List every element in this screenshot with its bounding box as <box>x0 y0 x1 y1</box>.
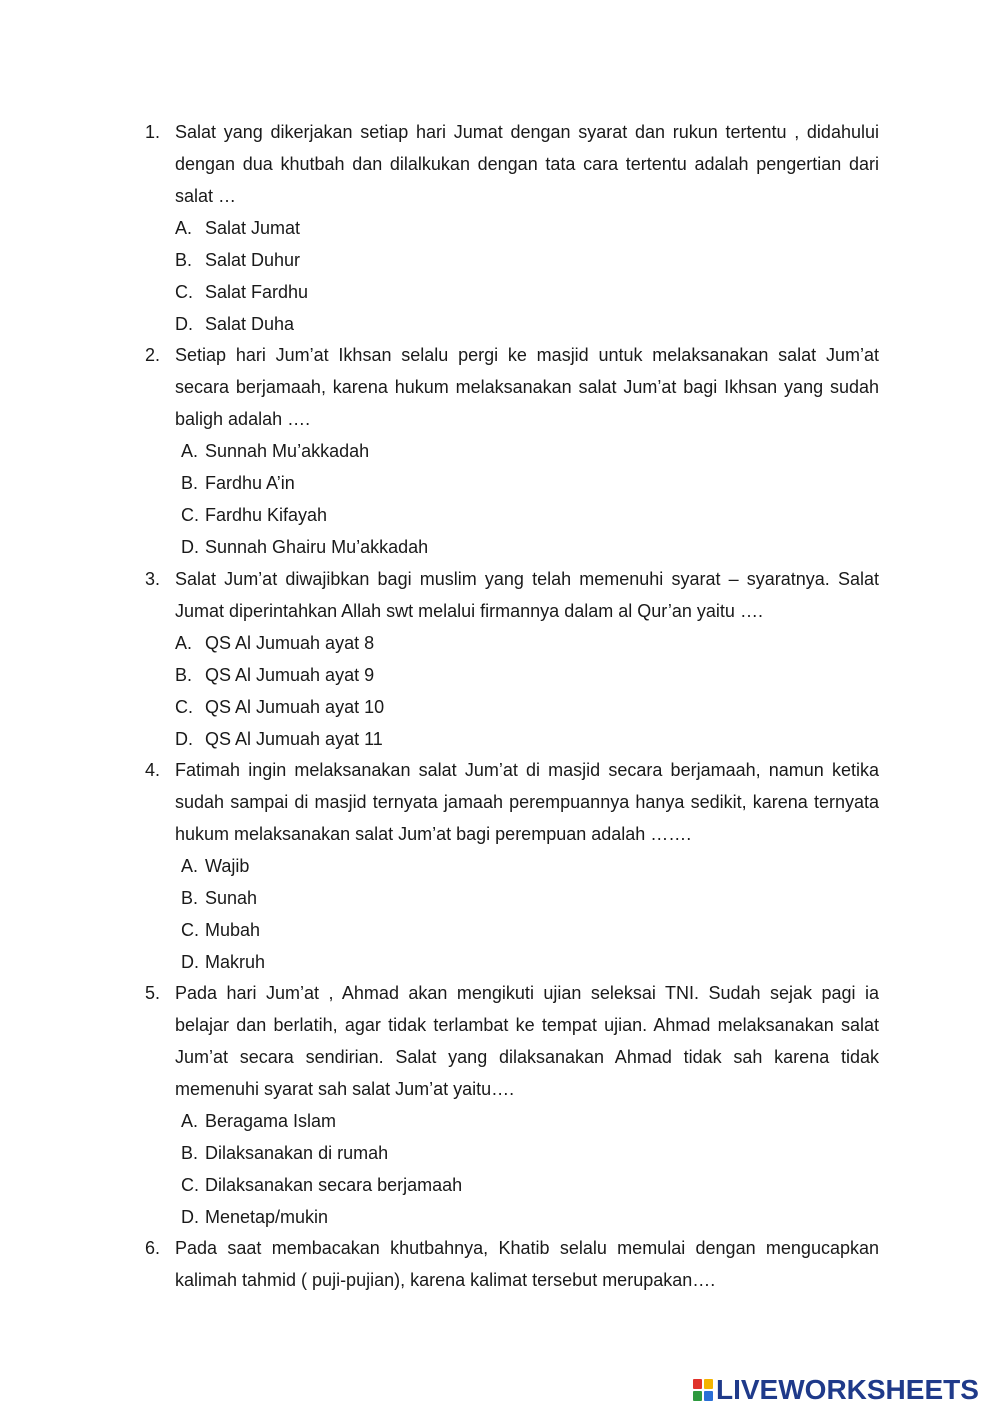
option-text: Makruh <box>205 952 266 972</box>
option-letter: A. <box>175 218 193 238</box>
option-b[interactable] <box>175 244 308 276</box>
option-text: Wajib <box>205 856 250 876</box>
logo-square-green <box>693 1391 702 1401</box>
option-d[interactable] <box>175 308 308 340</box>
option-text: Fardhu A’in <box>205 473 295 493</box>
answer-options <box>175 850 265 978</box>
option-letter: D. <box>181 1207 199 1227</box>
option-letter: C. <box>175 282 193 302</box>
question-number: 3. <box>145 569 161 589</box>
question-text: Fatimah ingin melaksanakan salat Jum’at di masjid secara berjamaah, namun ketika sudah sampai di masjid ternyata jamaah perempuannya hanya sedikit, karena ternyata hukum melaksanakan salat Jum’at bagi perempuan adalah ……. <box>175 760 879 844</box>
option-text: Beragama Islam <box>205 1111 337 1131</box>
option-letter: A. <box>175 633 193 653</box>
option-letter: C. <box>175 697 193 717</box>
option-c[interactable] <box>175 499 428 531</box>
liveworksheets-logo-icon <box>693 1379 713 1401</box>
option-d[interactable] <box>175 531 428 563</box>
option-letter: D. <box>181 952 199 972</box>
option-letter: B. <box>181 473 199 493</box>
option-text: Mubah <box>205 920 261 940</box>
option-text: QS Al Jumuah ayat 11 <box>205 729 383 749</box>
question-text: Salat Jum’at diwajibkan bagi muslim yang telah memenuhi syarat – syaratnya. Salat Jumat diperintahkan Allah swt melalui firmannya dalam al Qur’an yaitu …. <box>175 569 879 621</box>
question-number: 5. <box>145 983 161 1003</box>
option-a[interactable] <box>175 850 265 882</box>
option-a[interactable] <box>175 1105 462 1137</box>
question-number: 6. <box>145 1238 161 1258</box>
option-text: Salat Duha <box>205 314 295 334</box>
liveworksheets-brand <box>693 1374 979 1406</box>
answer-options <box>175 1105 462 1233</box>
option-a[interactable] <box>175 435 428 467</box>
option-letter: D. <box>181 537 199 557</box>
option-c[interactable] <box>175 276 308 308</box>
option-b[interactable] <box>175 882 265 914</box>
option-letter: B. <box>181 888 199 908</box>
question-number: 1. <box>145 122 161 142</box>
option-c[interactable] <box>175 914 265 946</box>
option-b[interactable] <box>175 467 428 499</box>
option-text: Dilaksanakan secara berjamaah <box>205 1175 463 1195</box>
option-b[interactable] <box>175 659 384 691</box>
option-letter: B. <box>175 665 193 685</box>
question-number: 4. <box>145 760 161 780</box>
option-text: QS Al Jumuah ayat 10 <box>205 697 385 717</box>
answer-options <box>175 435 428 563</box>
option-text: QS Al Jumuah ayat 8 <box>205 633 375 653</box>
option-c[interactable] <box>175 1169 462 1201</box>
option-letter: B. <box>175 250 193 270</box>
option-text: Sunnah Ghairu Mu’akkadah <box>205 537 429 557</box>
option-d[interactable] <box>175 946 265 978</box>
answer-options <box>175 627 384 755</box>
option-d[interactable] <box>175 723 384 755</box>
option-d[interactable] <box>175 1201 462 1233</box>
option-b[interactable] <box>175 1137 462 1169</box>
answer-options <box>175 212 308 340</box>
logo-square-red <box>693 1379 702 1389</box>
option-letter: D. <box>175 729 193 749</box>
option-text: Menetap/mukin <box>205 1207 329 1227</box>
option-text: Sunnah Mu’akkadah <box>205 441 370 461</box>
question-number: 2. <box>145 345 161 365</box>
option-letter: A. <box>181 856 199 876</box>
option-letter: D. <box>175 314 193 334</box>
option-text: Sunah <box>205 888 258 908</box>
question-text: Setiap hari Jum’at Ikhsan selalu pergi ke masjid untuk melaksanakan salat Jum’at secara berjamaah, karena hukum melaksanakan salat Jum’at bagi Ikhsan yang sudah baligh adalah …. <box>175 345 879 429</box>
option-a[interactable] <box>175 212 308 244</box>
option-letter: C. <box>181 505 199 525</box>
option-text: Fardhu Kifayah <box>205 505 328 525</box>
option-letter: A. <box>181 441 199 461</box>
option-c[interactable] <box>175 691 384 723</box>
logo-square-blue <box>704 1391 713 1401</box>
question-text: Pada hari Jum’at , Ahmad akan mengikuti ujian seleksai TNI. Sudah sejak pagi ia belajar dan berlatih, agar tidak terlambat ke tempat ujian. Ahmad melaksanakan salat Jum’at secara sendirian. Salat yang dilaksanakan Ahmad tidak sah karena tidak memenuhi syarat sah salat Jum’at yaitu…. <box>175 983 879 1099</box>
question-text: Pada saat membacakan khutbahnya, Khatib selalu memulai dengan mengucapkan kalimah tahmid ( puji-pujian), karena kalimat tersebut merupakan…. <box>175 1238 879 1290</box>
option-letter: B. <box>181 1143 199 1163</box>
option-text: Salat Duhur <box>205 250 301 270</box>
option-text: Salat Fardhu <box>205 282 309 302</box>
option-letter: C. <box>181 1175 199 1195</box>
option-a[interactable] <box>175 627 384 659</box>
logo-square-yellow <box>704 1379 713 1389</box>
option-letter: C. <box>181 920 199 940</box>
question-text: Salat yang dikerjakan setiap hari Jumat dengan syarat dan rukun tertentu , didahului dengan dua khutbah dan dilalkukan dengan tata cara tertentu adalah pengertian dari salat … <box>175 122 879 206</box>
brand-wordmark: LIVEWORKSHEETS <box>716 1374 979 1405</box>
option-letter: A. <box>181 1111 199 1131</box>
option-text: QS Al Jumuah ayat 9 <box>205 665 375 685</box>
option-text: Salat Jumat <box>205 218 301 238</box>
option-text: Dilaksanakan di rumah <box>205 1143 389 1163</box>
